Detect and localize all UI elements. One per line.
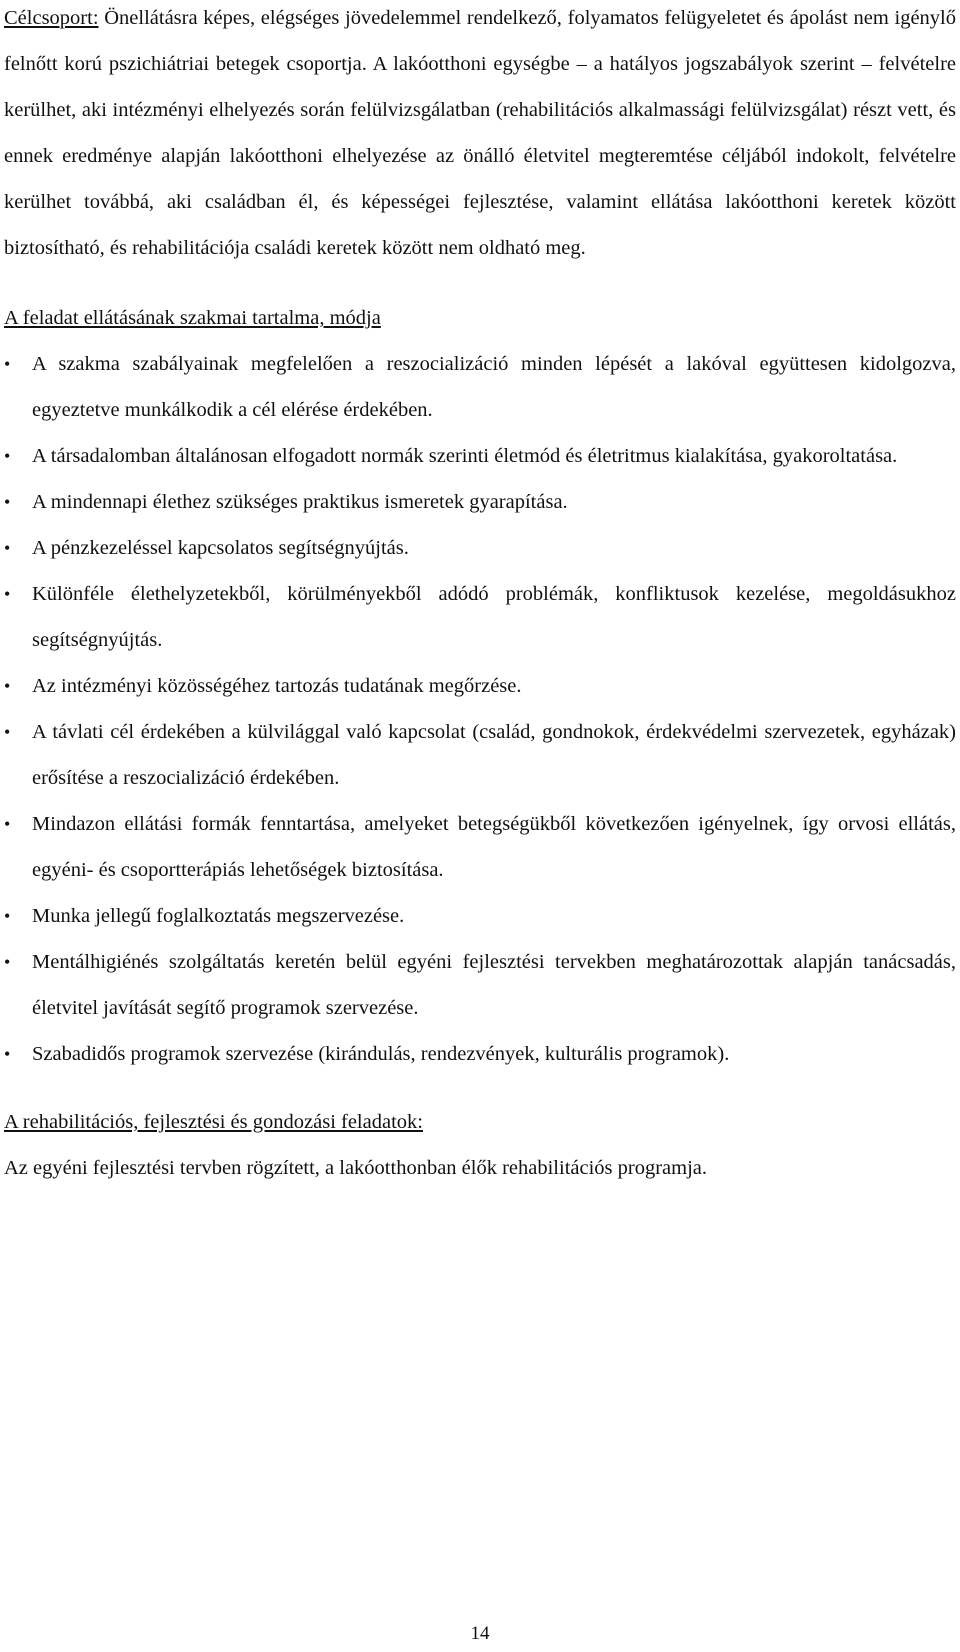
bullet-icon: •: [4, 354, 11, 374]
target-group-label: Célcsoport:: [4, 7, 99, 29]
rehab-section-heading: [4, 1099, 956, 1145]
list-item-text: A mindennapi élethez szükséges praktikus ismeretek gyarapítása.: [32, 491, 568, 513]
bullet-icon: •: [4, 676, 11, 696]
bullet-icon: •: [4, 722, 11, 742]
bullet-icon: •: [4, 492, 11, 512]
page-number: 14: [470, 1623, 490, 1644]
list-item: [4, 939, 956, 1031]
list-item-text: Mentálhigiénés szolgáltatás keretén belül egyéni fejlesztési tervekben meghatározottak alapján tanácsadás, életvitel javítását segítő programok szervezése.: [32, 951, 956, 1019]
list-item-text: A távlati cél érdekében a külvilággal való kapcsolat (család, gondnokok, érdekvédelmi szervezetek, egyházak) erősítése a reszocializáció érdekében.: [32, 721, 956, 789]
list-item: [4, 433, 956, 479]
list-item: [4, 479, 956, 525]
bullet-icon: •: [4, 906, 11, 926]
list-item: [4, 341, 956, 433]
list-item-text: A társadalomban általánosan elfogadott normák szerinti életmód és életritmus kialakítása, gyakoroltatása.: [32, 445, 898, 467]
bullet-icon: •: [4, 584, 11, 604]
list-item-text: A szakma szabályainak megfelelően a reszocializáció minden lépését a lakóval együttesen kidolgozva, egyeztetve munkálkodik a cél elérése érdekében.: [32, 353, 956, 421]
list-item-text: Különféle élethelyzetekből, körülményekből adódó problémák, konfliktusok kezelése, megoldásukhoz segítségnyújtás.: [32, 583, 956, 651]
bullet-icon: •: [4, 538, 11, 558]
list-item-text: Az intézményi közösségéhez tartozás tudatának megőrzése.: [32, 675, 522, 697]
task-section-heading: [4, 295, 956, 341]
list-item: [4, 709, 956, 801]
list-item: [4, 893, 956, 939]
list-item: [4, 663, 956, 709]
list-item-text: Munka jellegű foglalkoztatás megszervezése.: [32, 905, 405, 927]
list-item-text: A pénzkezeléssel kapcsolatos segítségnyújtás.: [32, 537, 409, 559]
list-item: [4, 801, 956, 893]
list-item-text: Szabadidős programok szervezése (kirándulás, rendezvények, kulturális programok).: [32, 1043, 730, 1065]
bullet-icon: •: [4, 814, 11, 834]
task-bullet-list: [4, 341, 956, 1077]
bullet-icon: •: [4, 952, 11, 972]
list-item: [4, 525, 956, 571]
rehab-section-heading-text: A rehabilitációs, fejlesztési és gondozási feladatok:: [4, 1111, 423, 1133]
target-group-paragraph: [4, 0, 956, 271]
list-item: [4, 1031, 956, 1077]
list-item: [4, 571, 956, 663]
rehab-section-text: Az egyéni fejlesztési tervben rögzített, a lakóotthonban élők rehabilitációs programja.: [4, 1157, 708, 1179]
bullet-icon: •: [4, 1044, 11, 1064]
page-content: [4, 0, 956, 1191]
bullet-icon: •: [4, 446, 11, 466]
target-group-text: Önellátásra képes, elégséges jövedelemmel rendelkező, folyamatos felügyeletet és ápolást nem igénylő felnőtt korú pszichiátriai betegek csoportja. A lakóotthoni egységbe – a hatályos jogszabályok szerint – felvételre kerülhet, aki intézményi elhelyezés során felülvizsgálatban (rehabilitációs alkalmassági felülvizsgálat) részt vett, és ennek eredménye alapján lakóotthoni elhelyezése az önálló életvitel megteremtése céljából indokolt, felvételre kerülhet továbbá, aki családban él, és képességei fejlesztése, valamint ellátása lakóotthoni keretek között biztosítható, és rehabilitációja családi keretek között nem oldható meg.: [4, 7, 956, 259]
task-section-heading-text: A feladat ellátásának szakmai tartalma, módja: [4, 307, 381, 329]
list-item-text: Mindazon ellátási formák fenntartása, amelyeket betegségükből következően igényelnek, így orvosi ellátás, egyéni- és csoportterápiás lehetőségek biztosítása.: [32, 813, 956, 881]
